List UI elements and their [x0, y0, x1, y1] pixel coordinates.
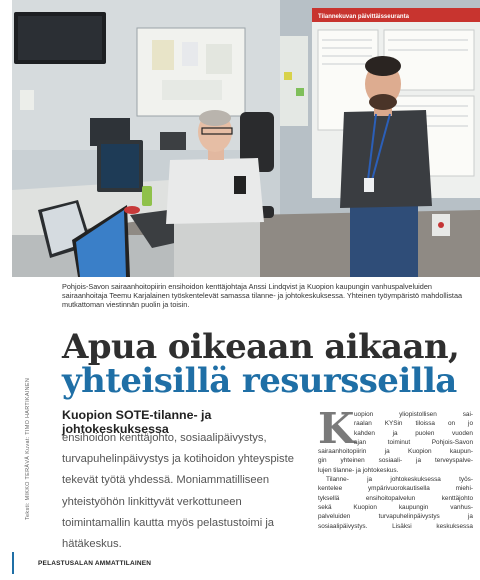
article-photo — [12, 0, 480, 277]
body-line: palveluiden turvapuhelinpäivystys ja — [318, 513, 473, 521]
body-line: lujen tilanne- ja johtokeskus. — [318, 466, 399, 474]
body-line: kentelee ympärivuorokautisella miehi- — [318, 485, 473, 493]
article-headline — [62, 327, 472, 401]
body-line: gin yhteinen sosiaali- ja terveyspalve- — [318, 457, 473, 465]
body-line: sairaanhoitopiirin ja Kuopion kaupun- — [318, 448, 473, 456]
body-line: uopion yliopistollisen sai- — [354, 411, 473, 418]
credits: Teksti: MIKKO TERÄVÄ Kuvat: TIMO HARTIKAINEN — [25, 377, 31, 520]
body-line: sekä Kuopion kaupungin vanhus- — [318, 503, 473, 511]
body-line: ajan toiminut Pohjois-Savon — [354, 438, 473, 446]
article-subtitle: Kuopion SOTE-tilanne- ja johtokeskuksessa — [62, 408, 212, 436]
body-line: Tilanne- ja johtokeskuksessa työs- — [326, 476, 473, 484]
headline-line2: yhteisillä resursseilla — [62, 361, 457, 401]
board-heading: Tilannekuvan päivittäisseuranta — [318, 14, 409, 20]
body-line: sosiaalipäivystys. Lisäksi keskuksessa — [318, 522, 473, 530]
drop-cap: K — [318, 404, 355, 453]
body-line: tyksellä ensihoitopalvelun kenttäjohto — [318, 494, 473, 502]
headline-line1: Apua oikeaan aikaan, — [62, 327, 460, 367]
photo-caption: Pohjois-Savon sairaanhoitopiirin ensihoidon kenttäjohtaja Anssi Lindqvist ja Kuopion kaupungin vanhuspalveluiden sairaanhoitaja Teemu Karjalainen työskentelevät samassa tilanne- ja johtokeskuksessa. Yhteinen työympäristö mahdollistaa mutkattoman viestinnän puolin ja toisin. — [62, 282, 463, 309]
publication-name: PELASTUSALAN AMMATTILAINEN — [38, 560, 152, 567]
article-lead: ensihoidon kenttäjohto, sosiaalipäivystys, turvapuhelinpäivystys ja kotihoidon yhteyspiste tekevät työtä yhdessä. Moniammatilliseen yhteistyöhön linkittyvät verkottuneen toimintamallin kautta myös pelastustoimi ja hätäkeskus. — [62, 432, 294, 551]
body-line: raalan KYSin tiloissa on jo — [354, 420, 473, 428]
footer-accent-bar — [12, 552, 14, 574]
body-line: kahden ja puolen vuoden — [354, 429, 473, 437]
article-body — [318, 404, 473, 531]
